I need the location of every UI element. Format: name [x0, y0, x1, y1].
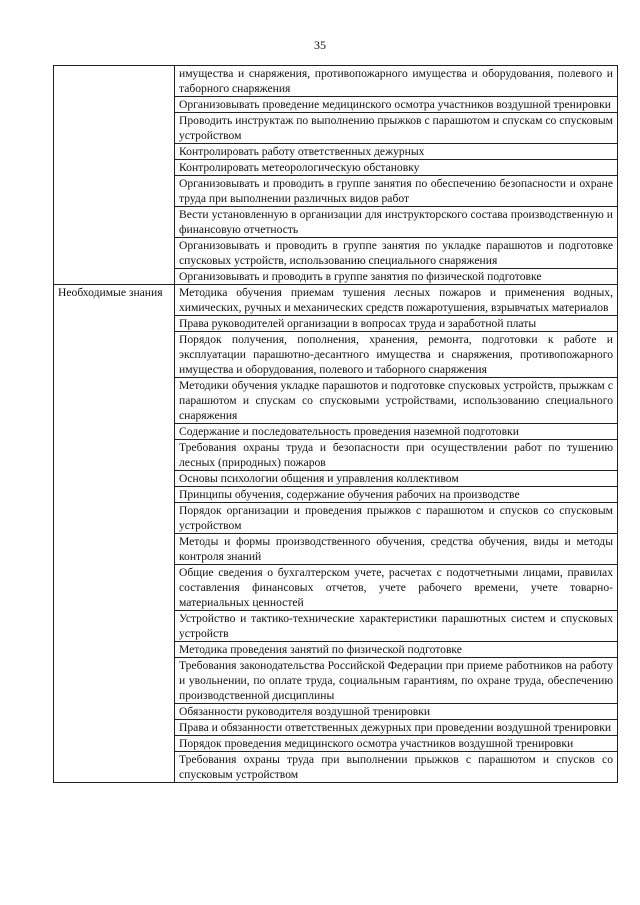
table-cell-item: Содержание и последовательность проведения наземной подготовки: [175, 424, 618, 440]
table-cell-item: Порядок организации и проведения прыжков с парашютом и спусков со спусковым устройством: [175, 503, 618, 534]
page-number: 35: [314, 38, 326, 52]
table-cell-item: Организовывать и проводить в группе занятия по физической подготовке: [175, 269, 618, 285]
table-cell-item: Требования охраны труда и безопасности при осуществлении работ по тушению лесных (природных) пожаров: [175, 440, 618, 471]
table-cell-item: Требования законодательства Российской Федерации при приеме работников на работу и увольнении, по оплате труда, социальным гарантиям, по охране труда, обеспечению производственной дисциплины: [175, 658, 618, 704]
table-cell-item: Общие сведения о бухгалтерском учете, расчетах с подотчетными лицами, правилах составления финансовых отчетов, учете рабочего времени, учете товарно-материальных ценностей: [175, 565, 618, 611]
table-cell-item: Контролировать работу ответственных дежурных: [175, 144, 618, 160]
table-cell-item: Основы психологии общения и управления коллективом: [175, 471, 618, 487]
table-cell-item: Организовывать и проводить в группе занятия по обеспечению безопасности и охране труда при выполнении различных видов работ: [175, 176, 618, 207]
table-cell-item: Методика обучения приемам тушения лесных пожаров и применения водных, химических, ручных и механических средств пожаротушения, взрывчатых материалов: [175, 285, 618, 316]
group-label-required-knowledge: Необходимые знания: [54, 285, 175, 783]
table-cell-item: Права и обязанности ответственных дежурных при проведении воздушной тренировки: [175, 720, 618, 736]
competency-table: [53, 65, 618, 783]
table-cell-item: Права руководителей организации в вопросах труда и заработной платы: [175, 316, 618, 332]
table-cell-item: Требования охраны труда при выполнении прыжков с парашютом и спусков со спусковым устройством: [175, 752, 618, 783]
table-cell-item: Методы и формы производственного обучения, средства обучения, виды и методы контроля знаний: [175, 534, 618, 565]
table-cell-item: Порядок проведения медицинского осмотра участников воздушной тренировки: [175, 736, 618, 752]
group-label-labor-actions: [54, 66, 175, 285]
table-cell-item: Обязанности руководителя воздушной тренировки: [175, 704, 618, 720]
table-cell-item: имущества и снаряжения, противопожарного имущества и оборудования, полевого и таборного снаряжения: [175, 66, 618, 97]
table-cell-item: Методики обучения укладке парашютов и подготовке спусковых устройств, прыжкам с парашютом и спускам со спусковыми устройствами, использованию специального снаряжения: [175, 378, 618, 424]
table-cell-item: Устройство и тактико-технические характеристики парашютных систем и спусковых устройств: [175, 611, 618, 642]
table-cell-item: Методика проведения занятий по физической подготовке: [175, 642, 618, 658]
table-row: [54, 66, 618, 97]
table-cell-item: Принципы обучения, содержание обучения рабочих на производстве: [175, 487, 618, 503]
table-row: [54, 285, 618, 316]
table-cell-item: Организовывать и проводить в группе занятия по укладке парашютов и подготовке спусковых устройств, использованию специального снаряжения: [175, 238, 618, 269]
table-cell-item: Проводить инструктаж по выполнению прыжков с парашютом и спускам со спусковым устройством: [175, 113, 618, 144]
table-cell-item: Организовывать проведение медицинского осмотра участников воздушной тренировки: [175, 97, 618, 113]
table-cell-item: Вести установленную в организации для инструкторского состава производственную и финансовую отчетность: [175, 207, 618, 238]
table-cell-item: Контролировать метеорологическую обстановку: [175, 160, 618, 176]
table-cell-item: Порядок получения, пополнения, хранения, ремонта, подготовки к работе и эксплуатации парашютно-десантного имущества и снаряжения, противопожарного имущества и оборудования, полевого и таборного снаряжения: [175, 332, 618, 378]
